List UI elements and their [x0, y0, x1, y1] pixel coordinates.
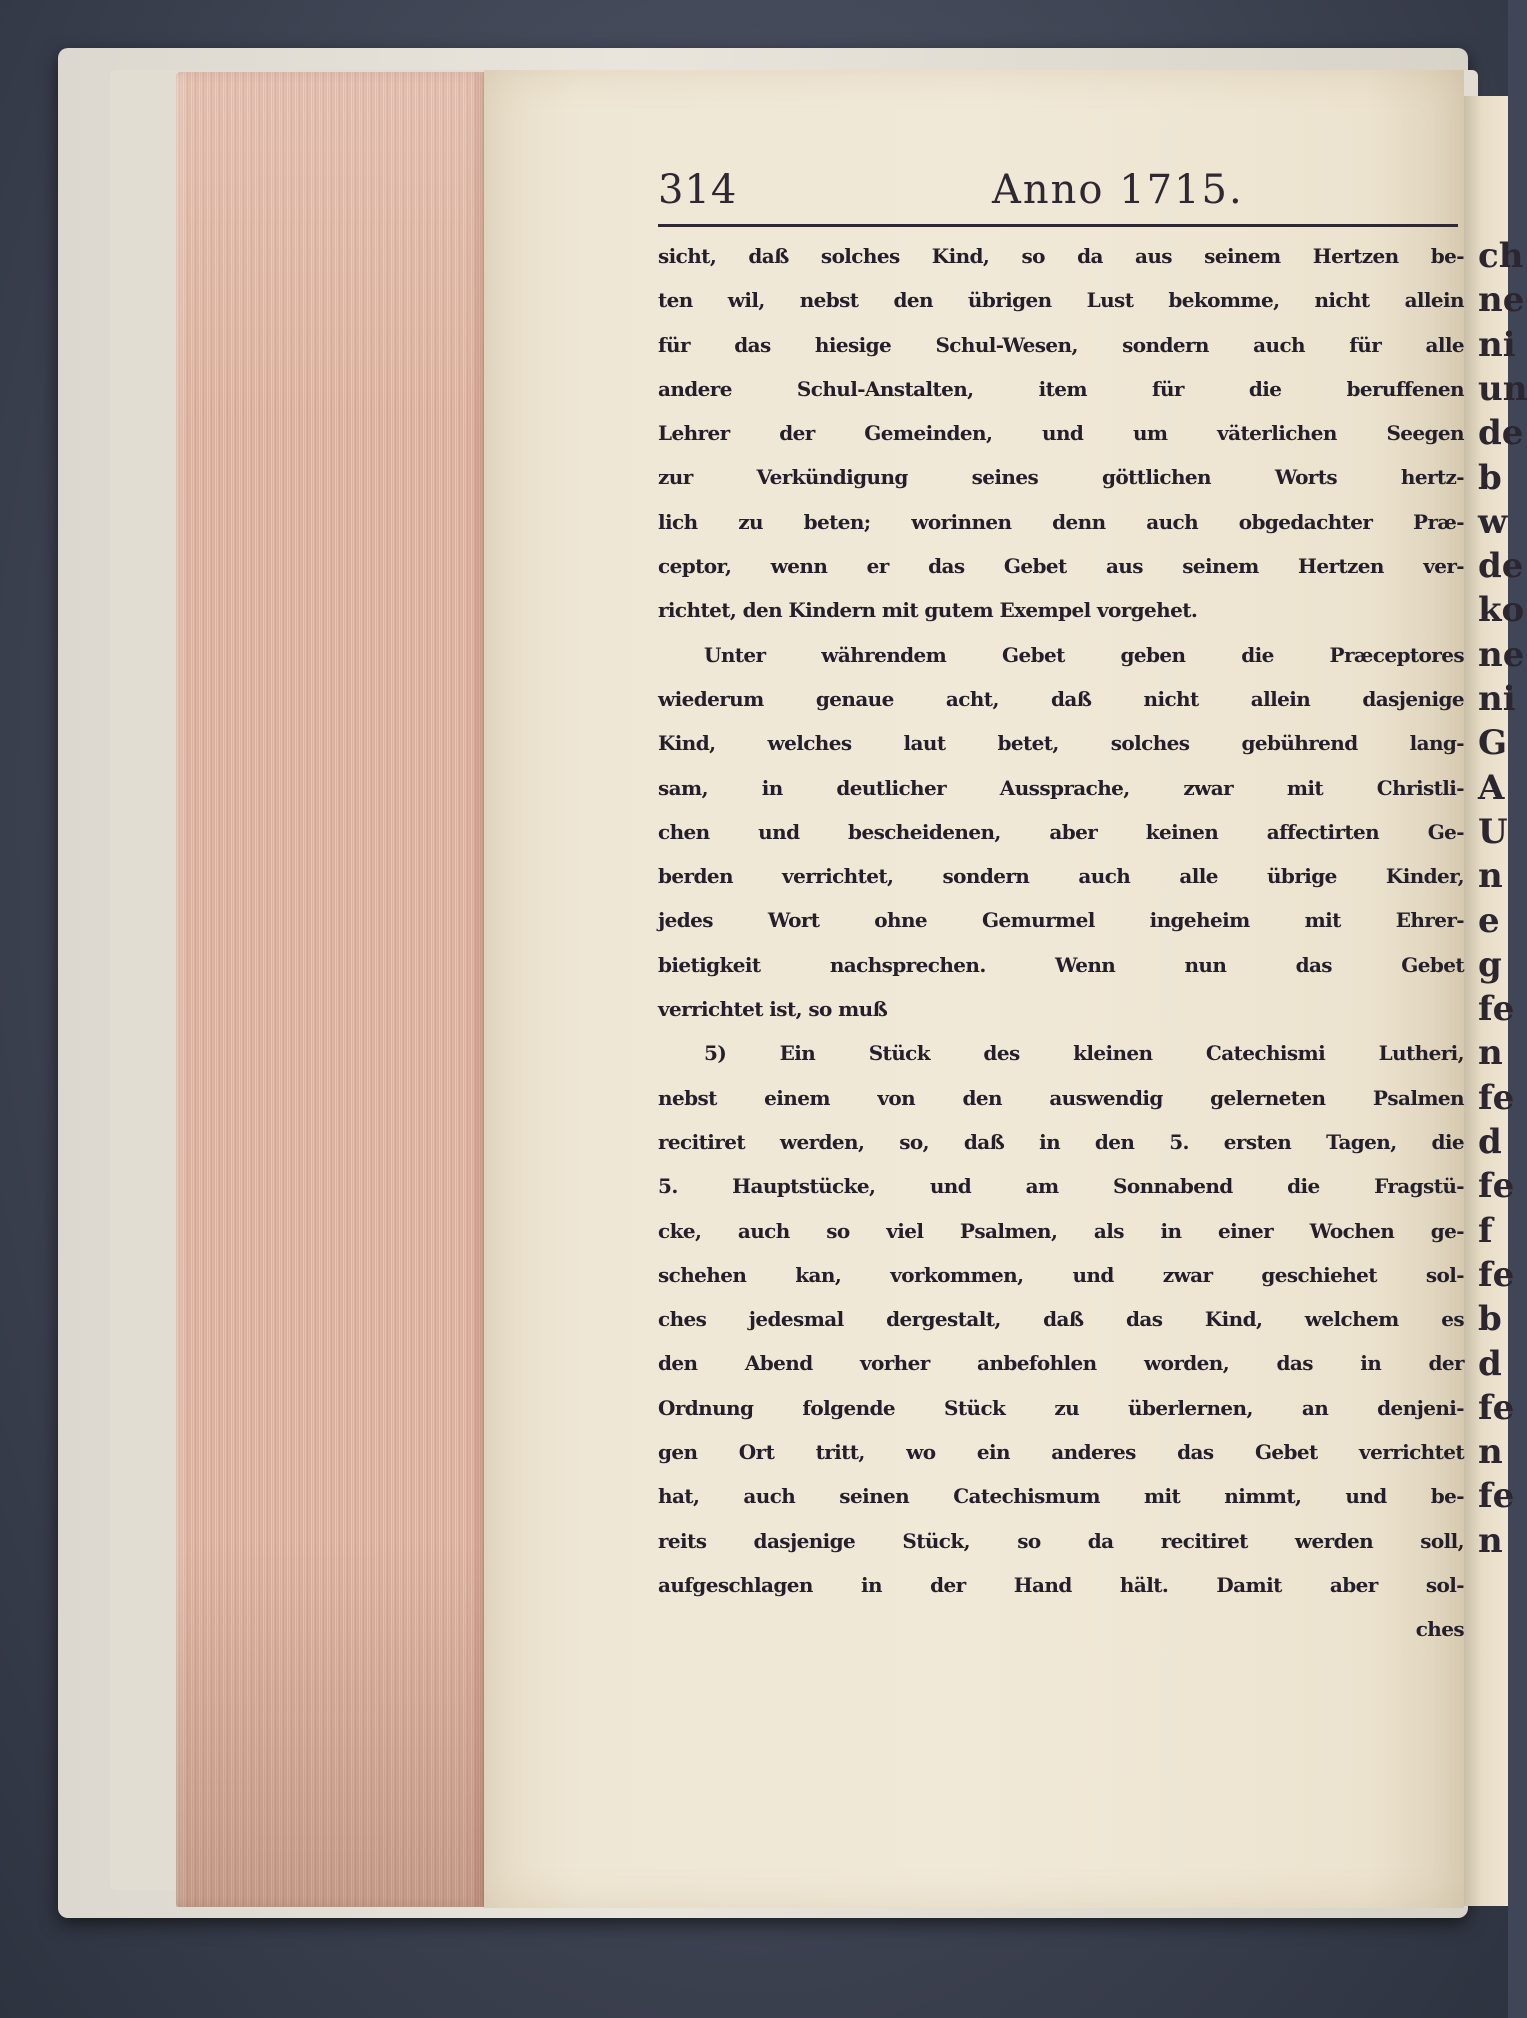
text-line: schehen kan, vorkommen, und zwar geschiehet sol-: [658, 1262, 1464, 1287]
facing-page-fragment: fe: [1478, 1387, 1515, 1428]
text-line: Kind, welches laut betet, solches gebührend lang-: [658, 731, 1464, 756]
facing-page-fragment: e: [1478, 900, 1500, 941]
facing-page-fragment: w: [1478, 501, 1508, 542]
facing-page-fragment: d: [1478, 1343, 1502, 1384]
facing-page-fragment: ni: [1478, 324, 1516, 365]
facing-page-fragment: b: [1478, 1299, 1502, 1340]
text-line: jedes Wort ohne Gemurmel ingeheim mit Ehrer-: [658, 908, 1464, 933]
facing-page-fragment: fe: [1478, 1166, 1515, 1207]
facing-page-fragment: n: [1478, 1432, 1503, 1473]
text-line: sam, in deutlicher Aussprache, zwar mit Christli-: [658, 775, 1464, 800]
page-block-edge: [176, 72, 484, 1907]
facing-page-fragment: fe: [1478, 1476, 1515, 1517]
text-line: Lehrer der Gemeinden, und um väterlichen Seegen: [658, 421, 1464, 446]
facing-page-fragment: ne: [1478, 634, 1525, 675]
text-line: sicht, daß solches Kind, so da aus seinem Hertzen be-: [658, 244, 1464, 268]
facing-page-fragment: ni: [1478, 679, 1516, 719]
text-line: ceptor, wenn er das Gebet aus seinem Hertzen ver-: [658, 554, 1464, 579]
facing-page-fragment: fe: [1478, 989, 1515, 1030]
facing-page-fragment: n: [1478, 856, 1503, 897]
text-line: berden verrichtet, sondern auch alle übrige Kinder,: [658, 864, 1464, 889]
text-line: reits dasjenige Stück, so da recitiret werden soll,: [658, 1528, 1464, 1553]
text-line: 5) Ein Stück des kleinen Catechismi Lutheri,: [704, 1041, 1464, 1066]
facing-page-fragment: U: [1478, 811, 1508, 852]
text-line: gen Ort tritt, wo ein anderes das Gebet verrichtet: [658, 1440, 1464, 1465]
facing-page-fragment: ch: [1478, 236, 1524, 276]
facing-page-fragment: G: [1478, 723, 1508, 764]
text-line: Unter währendem Gebet geben die Præceptores: [704, 642, 1464, 667]
facing-page-fragment: b: [1478, 457, 1502, 498]
text-line: für das hiesige Schul-Wesen, sondern auch für alle: [658, 332, 1464, 357]
text-line: recitiret werden, so, daß in den 5. ersten Tagen, die: [658, 1129, 1464, 1154]
text-line: Ordnung folgende Stück zu überlernen, an denjeni-: [658, 1395, 1464, 1420]
text-line: hat, auch seinen Catechismum mit nimmt, und be-: [658, 1484, 1464, 1509]
facing-page-fragment: un: [1478, 368, 1527, 409]
text-line: 5. Hauptstücke, und am Sonnabend die Fragstü-: [658, 1174, 1464, 1199]
text-line: verrichtet ist, so muß: [658, 997, 888, 1022]
facing-page-fragment: de: [1478, 413, 1524, 454]
text-line: den Abend vorher anbefohlen worden, das in der: [658, 1351, 1464, 1376]
text-line: nebst einem von den auswendig gelerneten Psalmen: [658, 1085, 1464, 1110]
page-body-text: [658, 234, 1464, 1652]
running-head: Anno 1715.: [992, 167, 1244, 213]
facing-page-fragment: fe: [1478, 1254, 1515, 1295]
text-line: wiederum genaue acht, daß nicht allein dasjenige: [658, 686, 1464, 711]
facing-page: [1464, 96, 1527, 1906]
text-line: lich zu beten; worinnen denn auch obgedachter Præ-: [658, 509, 1464, 534]
text-line: ten wil, nebst den übrigen Lust bekomme, nicht allein: [658, 288, 1464, 313]
facing-page-fragment: ne: [1478, 280, 1525, 321]
text-line: cke, auch so viel Psalmen, als in einer Wochen ge-: [658, 1218, 1464, 1243]
text-line: andere Schul-Anstalten, item für die beruffenen: [658, 376, 1464, 401]
text-line: bietigkeit nachsprechen. Wenn nun das Gebet: [658, 952, 1464, 977]
facing-page-fragment: ko: [1478, 590, 1525, 631]
text-line: chen und bescheidenen, aber keinen affectirten Ge-: [658, 819, 1464, 844]
facing-page-fragment: n: [1478, 1033, 1503, 1074]
facing-page-fragment: n: [1478, 1520, 1503, 1561]
text-line: zur Verkündigung seines göttlichen Worts hertz-: [658, 465, 1464, 490]
page-number: 314: [658, 167, 738, 213]
page-header: [658, 165, 1460, 233]
header-rule: [658, 224, 1458, 227]
text-line: ches jedesmal dergestalt, daß das Kind, welchem es: [658, 1307, 1464, 1332]
facing-page-fragment: fe: [1478, 1077, 1515, 1118]
facing-page-fragment: f: [1478, 1210, 1493, 1251]
text-line: richtet, den Kindern mit gutem Exempel vorgehet.: [658, 598, 1198, 623]
facing-page-fragment: g: [1478, 944, 1502, 985]
facing-page-fragment: d: [1478, 1122, 1502, 1162]
facing-page-fragment: A: [1478, 767, 1505, 808]
facing-page-fragment: de: [1478, 546, 1524, 587]
text-line: ches: [1415, 1617, 1464, 1642]
text-line: aufgeschlagen in der Hand hält. Damit aber sol-: [658, 1572, 1464, 1597]
